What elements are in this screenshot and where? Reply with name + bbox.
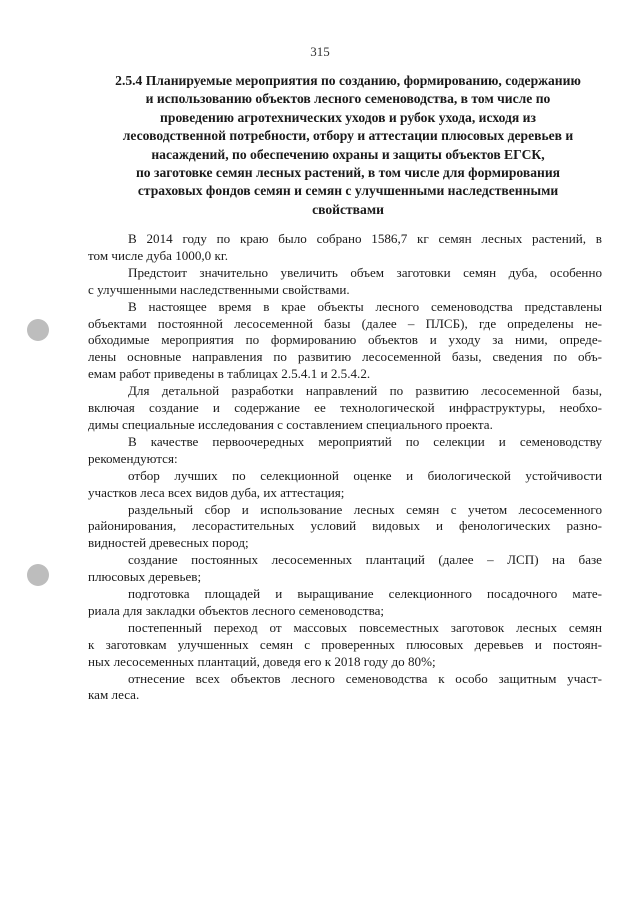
text-line: В 2014 году по краю было собрано 1586,7 кг семян лесных растений, в	[128, 231, 602, 246]
text-line: отбор лучших по селекционной оценке и биологической устойчивости	[128, 467, 602, 483]
list-item-selection	[88, 468, 602, 502]
text-line: раздельный сбор и использование лесных семян с учетом лесосеменного	[128, 501, 602, 517]
text-line: Для детальной разработки направлений по развитию лесосеменной базы,	[128, 383, 602, 399]
text-line: подготовка площадей и выращивание селекционного посадочного мате-	[128, 586, 602, 602]
text-line: создание постоянных лесосеменных плантаций (далее – ЛСП) на базе	[128, 552, 602, 568]
text-line: к заготовкам улучшенных семян с проверенных плюсовых деревьев и постоян-	[88, 636, 602, 652]
heading-line: проведению агротехнических уходов и рубок ухода, исходя из	[160, 109, 536, 125]
text-line: с улучшенными наследственными свойствами.	[88, 281, 350, 297]
heading-line: свойствами	[312, 201, 384, 217]
punch-hole-lower	[27, 564, 49, 586]
list-item-protection	[88, 671, 602, 705]
paragraph-oak-seeds	[88, 265, 602, 299]
paragraph-research	[88, 383, 602, 434]
text-line: В настоящее время в крае объекты лесного семеноводства представлены	[128, 298, 602, 314]
text-line: емам работ приведены в таблицах 2.5.4.1 и 2.5.4.2.	[88, 366, 371, 382]
punch-hole-upper	[27, 319, 49, 341]
paragraph-plsb	[88, 299, 602, 384]
heading-line: насаждений, по обеспечению охраны и защиты объектов ЕГСК,	[151, 146, 545, 162]
list-item-plantations	[88, 552, 602, 586]
heading-line: по заготовке семян лесных растений, в том числе для формирования	[135, 165, 561, 181]
heading-line: 2.5.4 Планируемые мероприятия по созданию, формированию, содержанию	[115, 73, 581, 88]
text-line: рекомендуются:	[88, 450, 178, 466]
text-line: кам леса.	[88, 687, 140, 703]
text-line: включая создание и содержание ее технологической инфраструктуры, необхо-	[88, 400, 602, 416]
text-line: участков леса всех видов дуба, их аттестация;	[88, 484, 345, 500]
text-line: В качестве первоочередных мероприятий по селекции и семеноводству	[128, 433, 602, 449]
list-item-transition	[88, 620, 602, 671]
page-number: 315	[310, 44, 330, 59]
text-line: лены основные направления по развитию лесосеменной базы, сведения по объ-	[88, 349, 602, 365]
section-heading	[88, 72, 608, 219]
text-line: обходимые мероприятия по формированию объектов и уходу за ними, опреде-	[88, 332, 602, 348]
text-line: риала для закладки объектов лесного семеноводства;	[88, 602, 385, 618]
list-item-planting-material	[88, 586, 602, 620]
body-text	[88, 231, 602, 704]
text-line: постепенный переход от массовых повсеместных заготовок лесных семян	[128, 619, 602, 635]
heading-line: и использованию объектов лесного семеноводства, в том числе по	[145, 91, 551, 107]
text-line: плюсовых деревьев;	[88, 569, 202, 585]
paragraph-priorities	[88, 434, 602, 468]
text-line: видностей древесных пород;	[88, 535, 249, 551]
text-line: Предстоит значительно увеличить объем заготовки семян дуба, особенно	[128, 264, 602, 280]
list-item-separate-collection	[88, 502, 602, 553]
text-line: димы специальные исследования с составлением специального проекта.	[88, 416, 493, 432]
heading-line: лесоводственной потребности, отбору и аттестации плюсовых деревьев и	[122, 128, 574, 144]
text-line: ных лесосеменных плантаций, доведя его к 2018 году до 80%;	[88, 653, 436, 669]
heading-line: страховых фондов семян и семян с улучшенными наследственными	[137, 183, 559, 199]
text-line: отнесение всех объектов лесного семеноводства к особо защитным участ-	[128, 670, 602, 686]
text-line: том числе дуба 1000,0 кг.	[88, 247, 229, 263]
paragraph-harvest-2014	[88, 231, 602, 265]
text-line: районирования, лесорастительных условий видовых и фенологических разно-	[88, 518, 602, 534]
text-line: объектами постоянной лесосеменной базы (далее – ПЛСБ), где определены не-	[88, 315, 602, 331]
